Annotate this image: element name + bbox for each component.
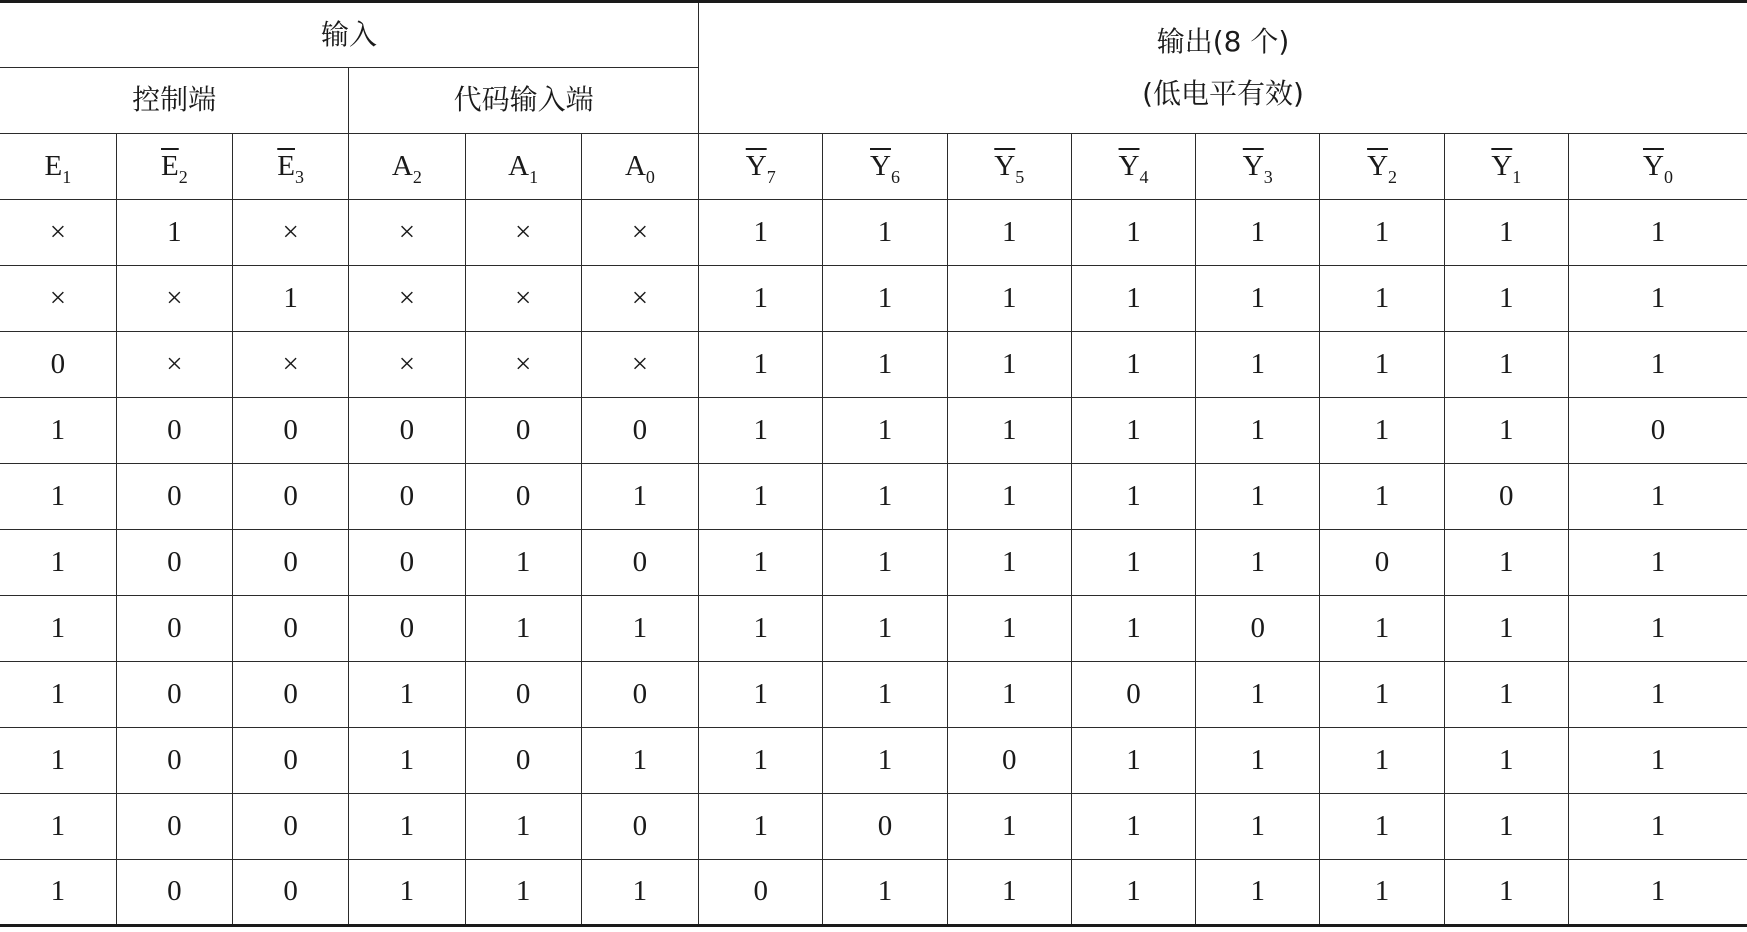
table-cell: 0 (233, 728, 349, 794)
table-cell: 1 (699, 662, 823, 728)
column-subscript: 7 (766, 166, 776, 187)
table-cell: × (349, 200, 465, 266)
table-cell: 1 (0, 662, 116, 728)
column-header-e1 (0, 134, 116, 200)
table-cell: 1 (1071, 266, 1195, 332)
table-cell: × (0, 266, 116, 332)
input-group-header: 输入 (0, 2, 699, 68)
table-row (0, 200, 1747, 266)
table-cell: × (581, 266, 698, 332)
column-header-y2 (1320, 134, 1444, 200)
table-cell: 1 (0, 464, 116, 530)
table-cell: 0 (349, 398, 465, 464)
table-cell: 1 (465, 794, 581, 860)
table-cell: 0 (0, 332, 116, 398)
table-row (0, 530, 1747, 596)
table-cell: 1 (1196, 332, 1320, 398)
table-cell: 1 (947, 530, 1071, 596)
table-cell: 1 (1196, 794, 1320, 860)
table-cell: 1 (1196, 860, 1320, 926)
table-row (0, 332, 1747, 398)
table-cell: 1 (0, 860, 116, 926)
output-group-header (699, 2, 1747, 134)
column-header-y6 (823, 134, 947, 200)
column-symbol: $\overline{Y}$ (1642, 149, 1664, 182)
table-cell: 1 (0, 794, 116, 860)
table-cell: 1 (465, 530, 581, 596)
table-row (0, 464, 1747, 530)
table-cell: 1 (699, 728, 823, 794)
table-cell: 0 (1071, 662, 1195, 728)
table-row (0, 596, 1747, 662)
table-cell: 1 (1444, 728, 1568, 794)
table-cell: 1 (699, 332, 823, 398)
table-cell: 1 (823, 332, 947, 398)
table-cell: 1 (947, 200, 1071, 266)
table-cell: 1 (823, 860, 947, 926)
table-cell: 1 (349, 662, 465, 728)
table-cell: 1 (581, 596, 698, 662)
column-header-a1 (465, 134, 581, 200)
table-cell: 1 (581, 464, 698, 530)
table-cell: 1 (1196, 200, 1320, 266)
table-cell: × (349, 266, 465, 332)
table-cell: 1 (947, 332, 1071, 398)
column-subscript: 3 (294, 166, 304, 187)
column-header-y5 (947, 134, 1071, 200)
column-symbol: $\overline{Y}$ (1118, 149, 1140, 182)
table-cell: 1 (1320, 596, 1444, 662)
table-cell: 0 (581, 662, 698, 728)
table-cell: 1 (1320, 860, 1444, 926)
table-cell: 1 (1444, 332, 1568, 398)
table-cell: 1 (1320, 266, 1444, 332)
table-cell: 0 (233, 794, 349, 860)
table-cell: 0 (116, 662, 232, 728)
table-cell: 1 (823, 530, 947, 596)
table-cell: × (349, 332, 465, 398)
table-cell: × (116, 266, 232, 332)
column-symbol: $\overline{Y}$ (1242, 149, 1264, 182)
table-cell: 0 (947, 728, 1071, 794)
table-row (0, 794, 1747, 860)
column-header-a2 (349, 134, 465, 200)
table-cell: × (116, 332, 232, 398)
table-cell: 1 (823, 662, 947, 728)
table-cell: 1 (349, 728, 465, 794)
column-header-y0 (1568, 134, 1747, 200)
table-cell: 1 (1444, 794, 1568, 860)
column-subscript: 2 (178, 166, 188, 187)
table-cell: 1 (1568, 662, 1747, 728)
table-cell: 1 (1196, 464, 1320, 530)
table-cell: 0 (465, 398, 581, 464)
table-cell: 1 (465, 860, 581, 926)
column-subscript: 0 (645, 166, 655, 187)
table-cell: 1 (1071, 332, 1195, 398)
table-cell: 1 (1568, 794, 1747, 860)
column-subscript: 5 (1015, 166, 1025, 187)
table-cell: 1 (1444, 860, 1568, 926)
code-input-group-header: 代码输入端 (349, 68, 699, 134)
table-cell: 0 (116, 728, 232, 794)
table-cell: 0 (823, 794, 947, 860)
table-cell: 1 (0, 530, 116, 596)
table-cell: 0 (116, 794, 232, 860)
table-cell: 1 (1444, 596, 1568, 662)
column-header-row (0, 134, 1747, 200)
table-cell: 1 (1568, 332, 1747, 398)
control-group-header: 控制端 (0, 68, 349, 134)
table-cell: 1 (1071, 794, 1195, 860)
table-cell: 1 (1196, 530, 1320, 596)
table-cell: 1 (1071, 728, 1195, 794)
column-symbol: $\overline{Y}$ (994, 149, 1016, 182)
table-row (0, 662, 1747, 728)
table-cell: 1 (1444, 662, 1568, 728)
table-cell: 1 (1071, 200, 1195, 266)
table-cell: 1 (699, 596, 823, 662)
table-body (0, 200, 1747, 926)
table-cell: 1 (947, 662, 1071, 728)
table-cell: 1 (116, 200, 232, 266)
table-cell: × (581, 332, 698, 398)
table-cell: 0 (116, 398, 232, 464)
column-header-e3 (233, 134, 349, 200)
column-subscript: 3 (1263, 166, 1273, 187)
table-cell: 1 (0, 728, 116, 794)
output-group-note: (低电平有效) (1142, 77, 1304, 110)
table-cell: 0 (233, 464, 349, 530)
column-symbol: $\overline{Y}$ (1367, 149, 1389, 182)
table-cell: 1 (1071, 596, 1195, 662)
table-cell: 0 (116, 530, 232, 596)
column-symbol: A (391, 149, 413, 182)
table-row (0, 398, 1747, 464)
table-cell: 1 (823, 464, 947, 530)
table-cell: 0 (1444, 464, 1568, 530)
column-symbol: A (624, 149, 646, 182)
table-cell: 0 (581, 530, 698, 596)
table-cell: 1 (699, 398, 823, 464)
table-cell: 0 (233, 860, 349, 926)
column-symbol: E (44, 149, 63, 182)
table-cell: 0 (233, 398, 349, 464)
column-header-e2 (116, 134, 232, 200)
table-cell: 1 (1320, 332, 1444, 398)
table-cell: 0 (116, 596, 232, 662)
table-cell: 0 (349, 464, 465, 530)
column-subscript: 1 (529, 166, 539, 187)
table-cell: × (233, 332, 349, 398)
table-cell: 1 (947, 794, 1071, 860)
table-cell: 1 (1568, 860, 1747, 926)
table-cell: 0 (465, 464, 581, 530)
table-cell: 0 (581, 794, 698, 860)
table-cell: 1 (823, 596, 947, 662)
table-cell: 1 (349, 794, 465, 860)
table-cell: 1 (233, 266, 349, 332)
table-cell: 0 (1568, 398, 1747, 464)
column-header-y4 (1071, 134, 1195, 200)
column-subscript: 2 (1388, 166, 1398, 187)
column-header-y1 (1444, 134, 1568, 200)
table-cell: 1 (947, 398, 1071, 464)
table-cell: 1 (823, 728, 947, 794)
table-cell: × (233, 200, 349, 266)
table-cell: 1 (699, 200, 823, 266)
table-cell: 0 (116, 860, 232, 926)
table-cell: × (0, 200, 116, 266)
table-cell: 0 (465, 662, 581, 728)
table-cell: 1 (1568, 464, 1747, 530)
table-cell: 0 (233, 662, 349, 728)
table-cell: 1 (1568, 596, 1747, 662)
table-cell: 0 (581, 398, 698, 464)
table-cell: 1 (947, 464, 1071, 530)
table-cell: 1 (1071, 530, 1195, 596)
table-cell: 1 (699, 530, 823, 596)
table-cell: 1 (1071, 398, 1195, 464)
table-cell: 1 (1568, 728, 1747, 794)
column-subscript: 0 (1663, 166, 1673, 187)
column-symbol: $\overline{E}$ (161, 149, 179, 182)
table-cell: 1 (1320, 794, 1444, 860)
table-cell: 0 (233, 530, 349, 596)
table-cell: 1 (699, 794, 823, 860)
table-cell: 1 (1444, 266, 1568, 332)
table-cell: 1 (699, 464, 823, 530)
table-cell: 1 (1196, 728, 1320, 794)
table-cell: 0 (465, 728, 581, 794)
table-cell: 1 (823, 398, 947, 464)
column-symbol: $\overline{Y}$ (870, 149, 891, 182)
column-symbol: A (508, 149, 530, 182)
table-cell: 1 (823, 200, 947, 266)
column-subscript: 1 (62, 166, 72, 187)
table-cell: 1 (1568, 200, 1747, 266)
table-row (0, 860, 1747, 926)
table-cell: 1 (947, 596, 1071, 662)
table-cell: 1 (1320, 728, 1444, 794)
table-cell: 1 (1320, 398, 1444, 464)
column-header-y7 (699, 134, 823, 200)
table-cell: 1 (349, 860, 465, 926)
table-cell: 1 (1444, 398, 1568, 464)
table-cell: 0 (349, 530, 465, 596)
table-cell: 0 (1320, 530, 1444, 596)
table-cell: 1 (581, 860, 698, 926)
table-cell: 1 (581, 728, 698, 794)
table-row (0, 266, 1747, 332)
table-cell: 1 (0, 596, 116, 662)
table-cell: 1 (0, 398, 116, 464)
column-subscript: 1 (1512, 166, 1522, 187)
column-header-y3 (1196, 134, 1320, 200)
table-cell: 1 (1444, 530, 1568, 596)
table-cell: 1 (1071, 464, 1195, 530)
table-cell: × (581, 200, 698, 266)
column-symbol: $\overline{Y}$ (745, 149, 767, 182)
output-group-title: 输出(8 个) (1156, 25, 1290, 59)
table-cell: 0 (233, 596, 349, 662)
table-cell: × (465, 332, 581, 398)
column-symbol: $\overline{E}$ (277, 149, 295, 182)
column-subscript: 2 (412, 166, 422, 187)
table-cell: 0 (349, 596, 465, 662)
table-cell: 0 (116, 464, 232, 530)
column-subscript: 4 (1139, 166, 1149, 187)
table-cell: 1 (465, 596, 581, 662)
table-cell: 1 (1196, 398, 1320, 464)
table-cell: 0 (1196, 596, 1320, 662)
table-cell: 0 (699, 860, 823, 926)
table-cell: × (465, 200, 581, 266)
table-cell: 1 (1444, 200, 1568, 266)
column-subscript: 6 (890, 166, 900, 187)
column-symbol: $\overline{Y}$ (1491, 149, 1513, 182)
table-cell: × (465, 266, 581, 332)
table-cell: 1 (1568, 530, 1747, 596)
table-cell: 1 (1320, 464, 1444, 530)
table-cell: 1 (823, 266, 947, 332)
column-header-a0 (581, 134, 698, 200)
table-cell: 1 (1320, 200, 1444, 266)
table-cell: 1 (947, 266, 1071, 332)
table-cell: 1 (1568, 266, 1747, 332)
table-cell: 1 (1196, 662, 1320, 728)
table-cell: 1 (1196, 266, 1320, 332)
table-cell: 1 (947, 860, 1071, 926)
table-cell: 1 (1320, 662, 1444, 728)
table-cell: 1 (1071, 860, 1195, 926)
table-row (0, 728, 1747, 794)
table-cell: 1 (699, 266, 823, 332)
